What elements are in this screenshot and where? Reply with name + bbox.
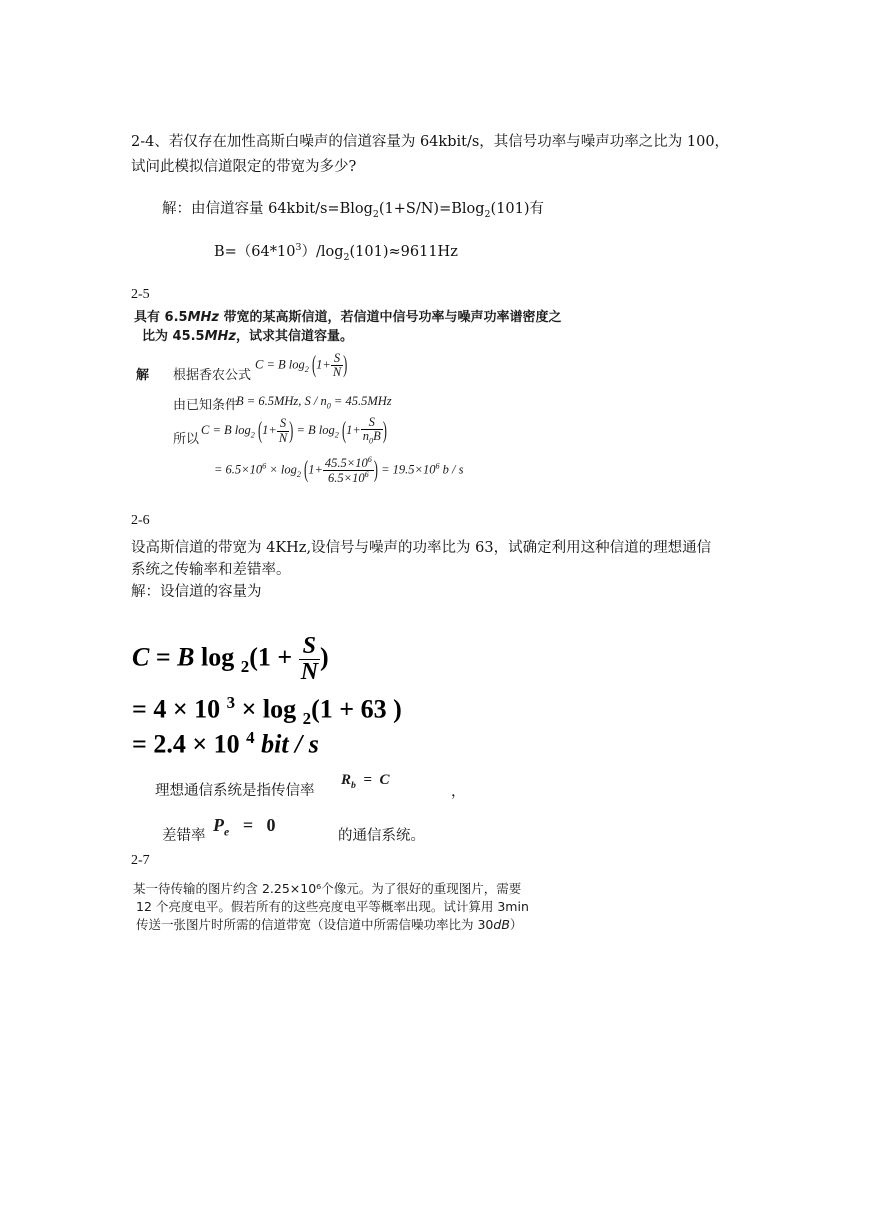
problem-2-5-text-line1: 具有 6.5MHz 带宽的某高斯信道，若信道中信号功率与噪声功率谱密度之 (134, 310, 562, 325)
problem-2-5-text-line2: 比为 45.5MHz，试求其信道容量。 (142, 329, 354, 344)
formula-capacity-general: C = B log $_2$(1 + $\frac{S}{N}$ ) (132, 633, 329, 686)
solution-2-5-step1-label: 根据香农公式 (173, 368, 252, 383)
problem-2-6-line2: 系统之传输率和差错率。 (131, 562, 291, 578)
problem-2-7-line3: 传送一张图片时所需的信道带宽（设信道中所需信噪功率比为 30dB） (136, 917, 523, 932)
solution-2-5-step2-label: 由已知条件 (173, 398, 239, 413)
formula-shannon: C = B $\log_2 (1+$ $\frac{S}{N}$ ) (255, 351, 348, 380)
problem-2-6-label: 2-6 (131, 513, 150, 528)
problem-2-6-line1: 设高斯信道的带宽为 4KHz,设信号与噪声的功率比为 63，试确定利用这种信道的理想通信 (131, 540, 712, 556)
solution-2-4-line: 解：由信道容量 64kbit/s=Blog$_2$(1+S/N)=Blog$_2$(101)有 (162, 201, 545, 220)
problem-2-7-line2: 12 个亮度电平。假若所有的这些亮度电平等概率出现。试计算用 3min (136, 899, 529, 914)
formula-given-conditions: B = 6.5MHz, $S / n_0 = 45.5MHz$ (236, 394, 392, 411)
problem-2-7-line1: 某一待传输的图片约含 2.25×10⁶个像元。为了很好的重现图片，需要 (133, 881, 522, 896)
problem-2-7-label: 2-7 (131, 853, 150, 868)
problem-2-4-line1: 2-4、若仅存在加性高斯白噪声的信道容量为 64kbit/s，其信号功率与噪声功率之比为 100， (131, 134, 730, 150)
formula-capacity-numeric: = 4 × 10 $^3$ × log $_2$(1 + 63 ) (132, 693, 402, 728)
solution-2-5-jie: 解 (136, 368, 150, 383)
problem-2-5-label: 2-5 (131, 287, 150, 302)
solution-2-4-equation: $B=(64*10^3)/\log_2(101)\approx 9611Hz$ (214, 242, 458, 263)
formula-capacity-result: = $6.5\times 10^6 \times \log_2 (1+$ $\frac{45.5\times 10^6}{6.5\times 10^6}$ ) = $19.5\times 10^6$ b / s (214, 455, 464, 486)
solution-2-5-step3-label: 所以 (173, 432, 200, 447)
formula-capacity-value: = 2.4 × 10 $^4$ bit / s (132, 728, 319, 759)
error-rate-end: 的通信系统。 (338, 828, 425, 844)
formula-pe-zero: $P_e = 0$ (213, 815, 276, 839)
error-rate-text: 差错率 (162, 828, 206, 844)
formula-capacity-substitution: C = B $\log_2 (1+$ $\frac{S}{N}$ ) = B $\log_2 (1+$ $\frac{S}{n_0B}$ ) (201, 415, 387, 446)
ideal-system-rate-text: 理想通信系统是指传信率 (155, 783, 315, 799)
problem-2-6-line3: 解：设信道的容量为 (131, 584, 262, 600)
problem-2-4-line2: 试问此模拟信道限定的带宽为多少? (131, 159, 357, 175)
formula-rb-equals-c: $R_b = C$ (341, 772, 390, 791)
comma: ， (451, 784, 466, 800)
